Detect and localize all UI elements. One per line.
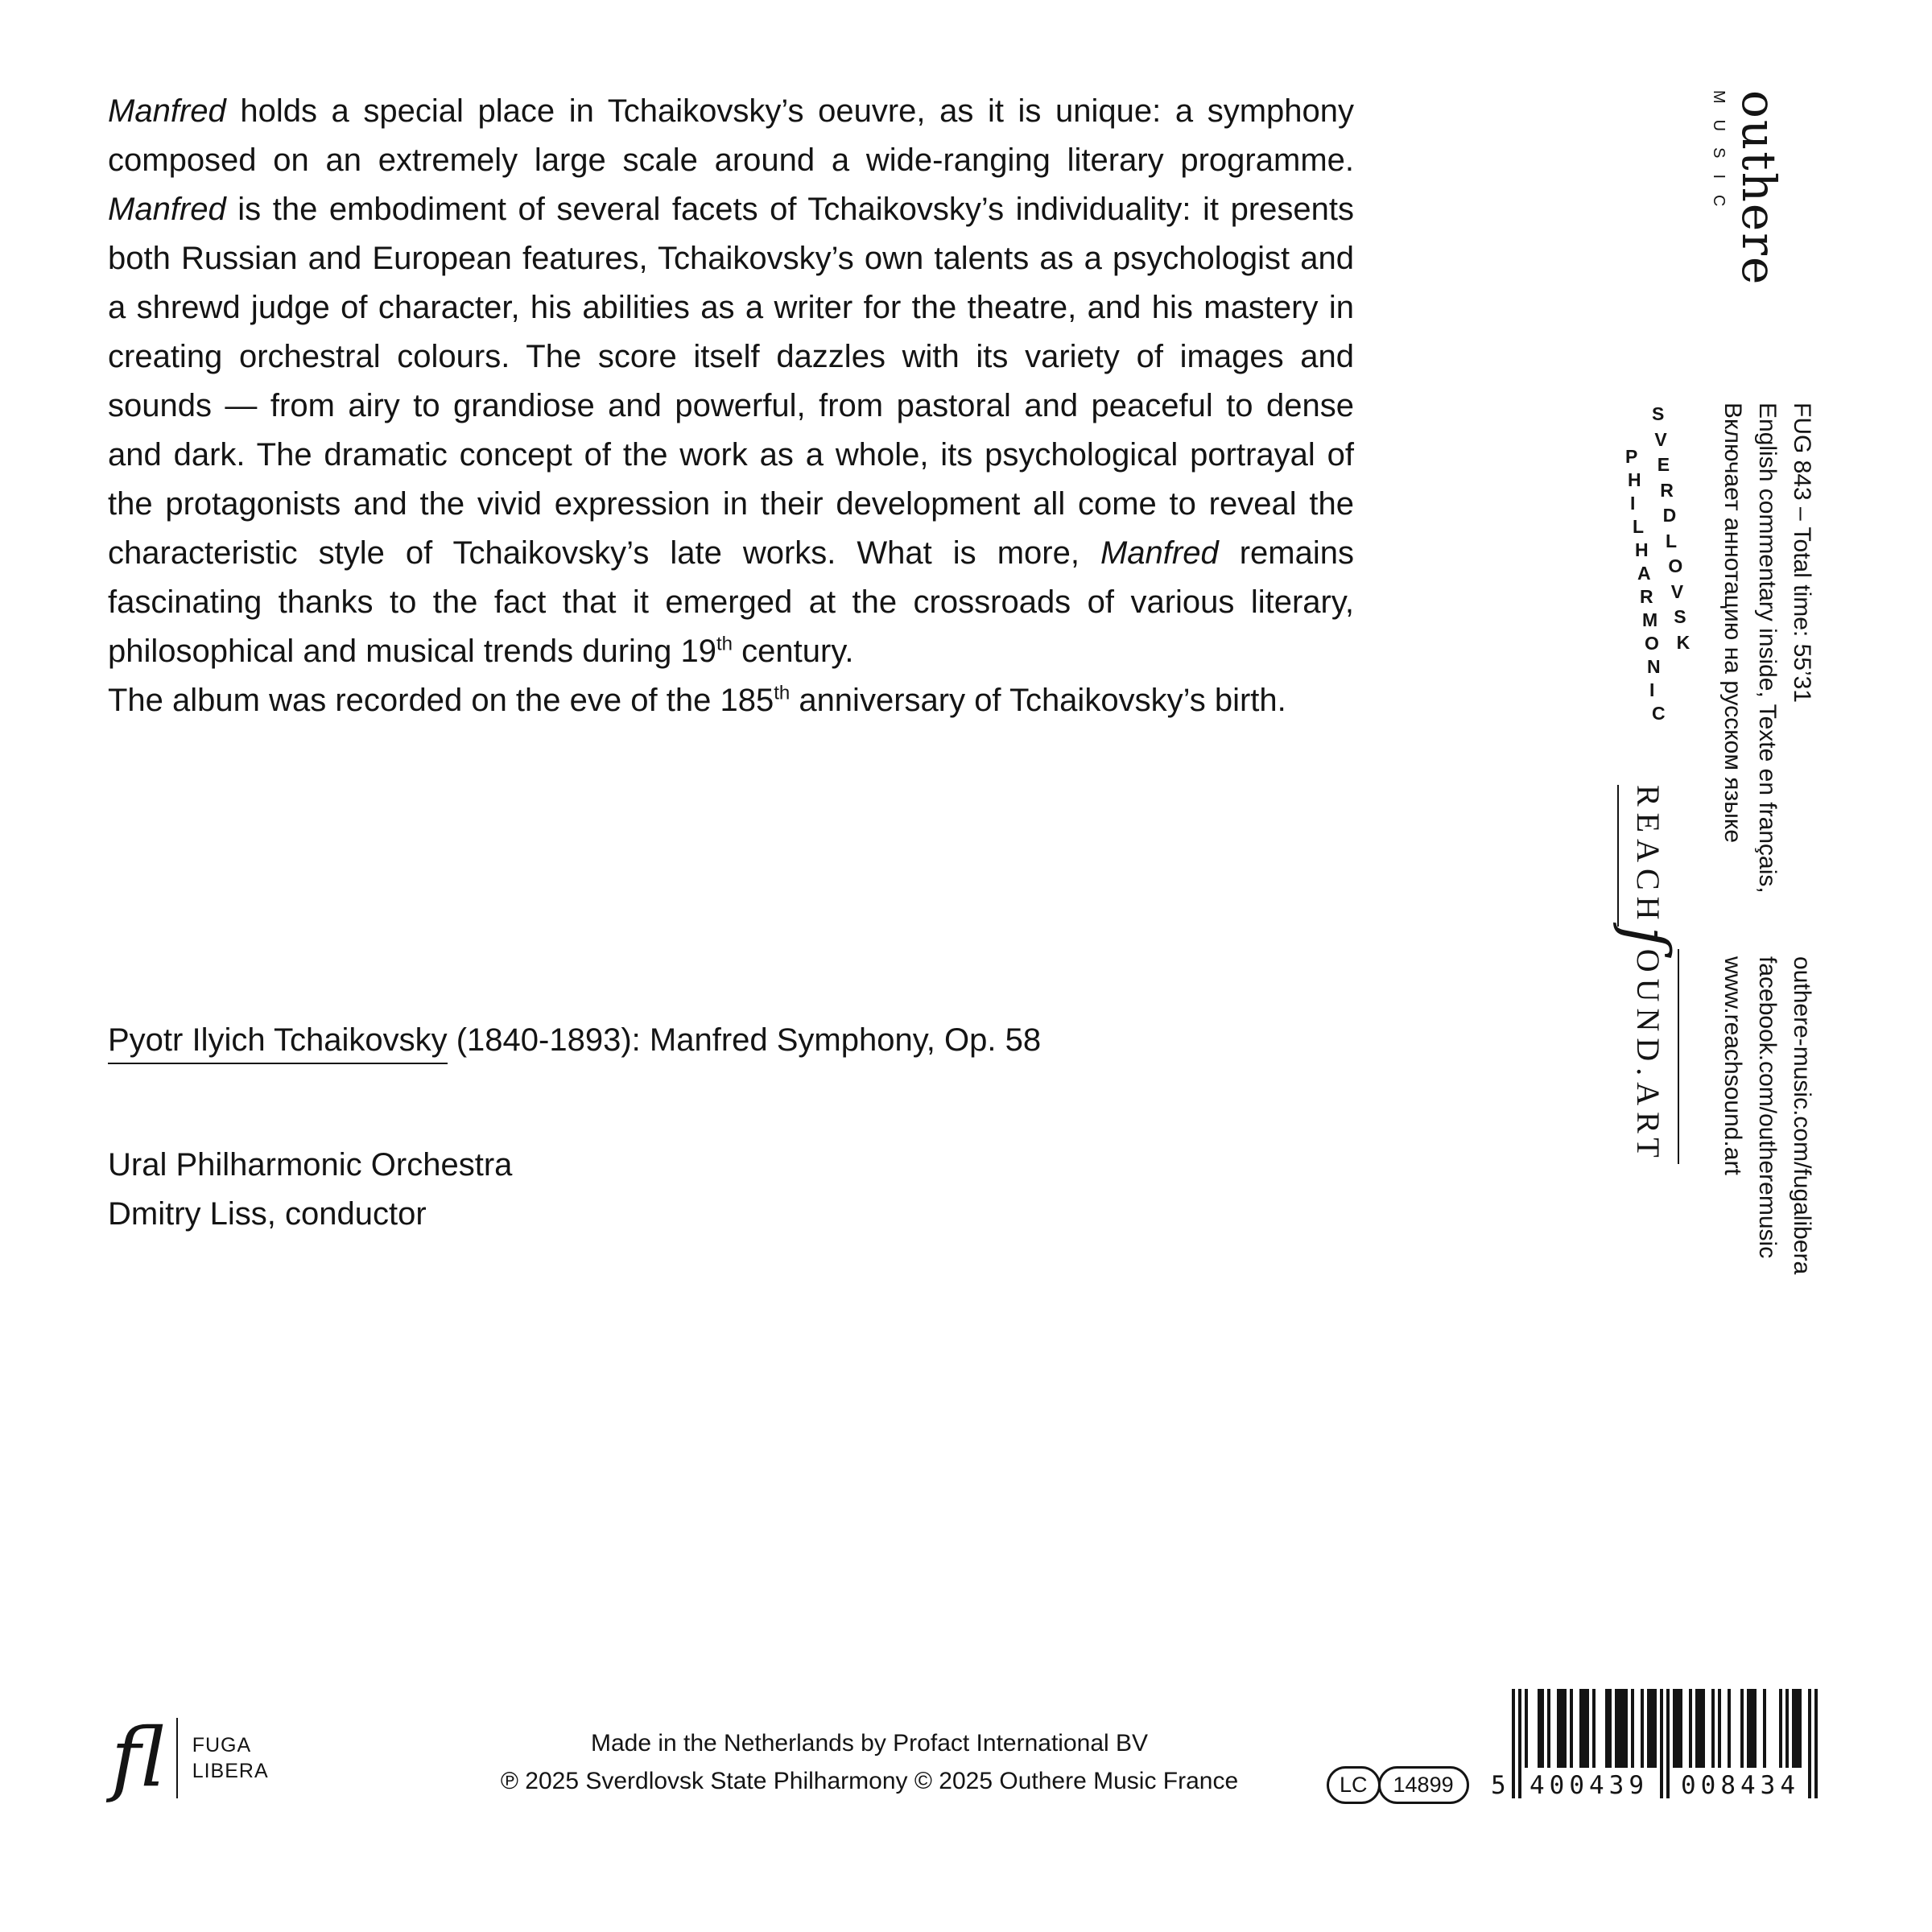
lc-label-code-badge: [1327, 1766, 1469, 1804]
barcode-bar: [1798, 1689, 1802, 1768]
sverdlovsk-logo-letter: L: [1633, 516, 1645, 537]
barcode-bar: [1728, 1689, 1731, 1768]
reachsound-logo-integral-glyph: ſ: [1612, 926, 1683, 949]
barcode-bar: [1785, 1689, 1789, 1768]
ordinal-superscript: th: [774, 682, 791, 704]
barcode-bar: [1702, 1689, 1705, 1768]
barcode-bar: [1631, 1689, 1634, 1768]
liner-text: century.: [733, 634, 854, 669]
album-note: [108, 676, 1354, 725]
fuga-libera-logo: [111, 1711, 269, 1805]
album-note-text: anniversary of Tchaikovsky’s birth.: [790, 683, 1286, 718]
liner-text: holds a special place in Tchaikovsky’s oeuvre, as it is unique: a symphony composed on an extremely large scale around a wide-ranging literary programme.: [108, 93, 1354, 178]
commentary-language-line: English commentary inside, Texte en français,: [1754, 402, 1781, 894]
barcode-bar: [1660, 1689, 1663, 1798]
liner-text: is the embodiment of several facets of Tchaikovsky’s individuality: it presents both Russian and European features, Tchaikovsky’s own talents as a psychologist and a shrewd judge of character, his abilities as a writer for the theatre, and his mastery in creating orchestral colours. The score itself dazzles with its variety of images and sounds — from airy to grandiose and powerful, from pastoral and peaceful to dense and dark. The dramatic concept of the work as a whole, its psychological portrayal of the protagonists and the vivid expression in their development all come to reveal the characteristic style of Tchaikovsky’s late works. What is more,: [108, 192, 1354, 571]
barcode-bar: [1653, 1689, 1657, 1768]
work-title-italic: Manfred: [1100, 535, 1219, 571]
sverdlovsk-logo-letter: O: [1668, 555, 1683, 576]
barcode-bar: [1570, 1689, 1573, 1768]
liner-notes: [108, 87, 1354, 725]
work-credit-line: [108, 1016, 1041, 1065]
barcode-bar: [1808, 1689, 1811, 1798]
sverdlovsk-logo-letter: N: [1647, 656, 1661, 677]
fuga-libera-divider: [176, 1718, 178, 1798]
outhere-music-url: outhere-music.com/fugalibera: [1789, 956, 1815, 1275]
barcode-bar: [1763, 1689, 1766, 1768]
copyright-line: ℗ 2025 Sverdlovsk State Philharmony © 2025 Outhere Music France: [500, 1768, 1239, 1794]
work-title-italic: Manfred: [108, 93, 226, 129]
lc-number: 14899: [1378, 1766, 1469, 1804]
reachsound-logo-oundart: OUND.ART: [1630, 949, 1679, 1164]
barcode-bar: [1753, 1689, 1757, 1768]
sverdlovsk-logo-letter: C: [1652, 703, 1666, 724]
barcode-bar: [1547, 1689, 1550, 1768]
barcode-bar: [1779, 1689, 1782, 1768]
barcode-bar: [1608, 1689, 1612, 1768]
sverdlovsk-logo-letter: V: [1670, 580, 1684, 602]
barcode-bar: [1592, 1689, 1596, 1768]
sverdlovsk-logo-letter: L: [1666, 530, 1678, 551]
sverdlovsk-logo-letter: I: [1630, 493, 1636, 514]
barcode-bar: [1679, 1689, 1682, 1768]
outhere-logo-wordmark: outhere: [1732, 90, 1786, 287]
fuga-libera-line1: FUGA: [192, 1734, 252, 1757]
sverdlovsk-logo-letter: S: [1652, 403, 1665, 424]
barcode-bar: [1740, 1689, 1744, 1768]
barcode-bar: [1563, 1689, 1567, 1768]
composer-name: Pyotr Ilyich Tchaikovsky: [108, 1022, 448, 1064]
barcode-bar: [1718, 1689, 1721, 1768]
barcode-bar: [1666, 1689, 1670, 1798]
sverdlovsk-logo-letter: H: [1635, 539, 1649, 560]
catalog-number-line: FUG 843 – Total time: 55’31: [1789, 402, 1815, 703]
barcode-bar: [1624, 1689, 1628, 1768]
fuga-libera-wordmark: [192, 1732, 269, 1784]
web-links-block: [1715, 956, 1819, 1274]
work-title-line: (1840-1893): Manfred Symphony, Op. 58: [447, 1022, 1042, 1058]
sverdlovsk-logo-letter: H: [1628, 469, 1641, 490]
sverdlovsk-logo-letter: S: [1674, 606, 1686, 627]
barcode-digit-group1: 400439: [1530, 1771, 1649, 1800]
liner-notes-paragraph: [108, 87, 1354, 676]
sverdlovsk-logo-letter: R: [1660, 479, 1674, 501]
album-note-text: The album was recorded on the eve of the 185: [108, 683, 774, 718]
sverdlovsk-logo-letter: V: [1654, 428, 1667, 450]
barcode-bar: [1711, 1689, 1715, 1768]
fuga-libera-fl-glyph-icon: fl: [111, 1711, 165, 1805]
fuga-libera-line2: LIBERA: [192, 1760, 269, 1782]
work-title-italic: Manfred: [108, 192, 226, 227]
barcode-bar: [1512, 1689, 1515, 1798]
barcode-bar: [1641, 1689, 1644, 1768]
sverdlovsk-logo-letter: A: [1637, 563, 1651, 584]
sverdlovsk-logo-letter: D: [1662, 505, 1677, 526]
barcode-bar: [1586, 1689, 1589, 1768]
sverdlovsk-logo-letter: O: [1645, 633, 1659, 654]
barcode-bar: [1541, 1689, 1544, 1768]
reachsound-logo-reach: REACH: [1617, 785, 1666, 927]
barcode-bar: [1814, 1689, 1818, 1798]
reachsound-art-logo: [1612, 785, 1683, 1164]
sverdlovsk-logo-letter: R: [1640, 586, 1653, 607]
russian-annotation-line: Включает аннотацию на русском языке: [1719, 402, 1746, 844]
made-in-line: Made in the Netherlands by Profact International BV: [590, 1730, 1149, 1757]
sverdlovsk-logo-letter: I: [1649, 679, 1655, 700]
sverdlovsk-logo-letter: M: [1642, 609, 1658, 630]
conductor-name: Dmitry Liss, conductor: [108, 1196, 427, 1232]
catalog-info-block: [1715, 402, 1819, 894]
manufacturing-info: [475, 1724, 1264, 1800]
sverdlovsk-logo-letter: P: [1625, 446, 1638, 467]
barcode-digit-lead: 5: [1491, 1771, 1511, 1800]
sverdlovsk-logo-letter: K: [1676, 631, 1690, 653]
credits-block: [108, 1016, 1041, 1239]
ordinal-superscript: th: [716, 633, 733, 655]
reachsound-url: www.reachsound.art: [1719, 956, 1746, 1175]
barcode-bar: [1525, 1689, 1528, 1768]
outhere-logo-music-label: MUSIC: [1710, 90, 1728, 223]
outhere-music-logo: [1708, 90, 1784, 286]
liner-text: remains fascinating thanks to the fact that it emerged at the crossroads of various literary, philosophical and musical trends during 19: [108, 535, 1354, 669]
barcode-bar: [1689, 1689, 1692, 1768]
sverdlovsk-logo-letter: E: [1657, 454, 1670, 475]
lc-label: LC: [1327, 1766, 1381, 1804]
barcode-digit-group2: 008434: [1681, 1771, 1800, 1800]
orchestra-name: Ural Philharmonic Orchestra: [108, 1147, 513, 1183]
ean13-barcode: [1491, 1689, 1829, 1803]
facebook-url: facebook.com/outheremusic: [1754, 956, 1781, 1259]
